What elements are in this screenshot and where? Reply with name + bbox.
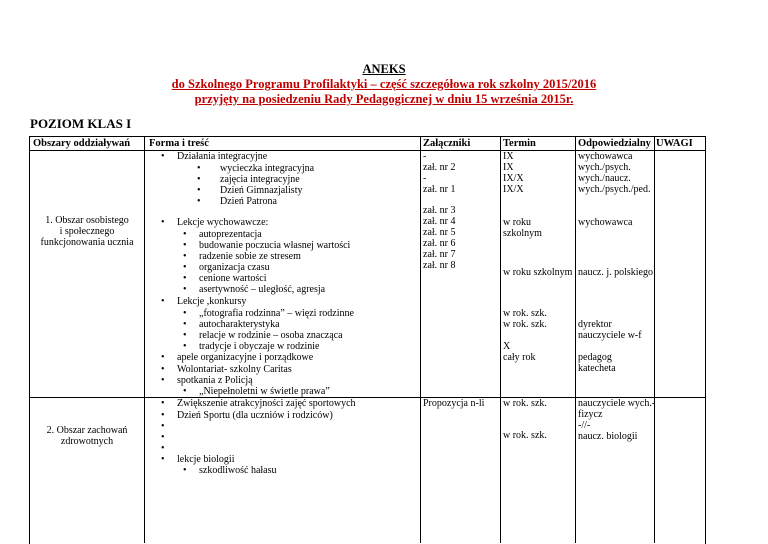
list-item: „Niepełnoletni w świetle prawa”: [199, 386, 330, 397]
attachment-ref: Propozycja n-li: [423, 398, 485, 409]
bullet-icon: •: [161, 443, 165, 454]
area-2-label: 2. Obszar zachowań: [46, 425, 128, 436]
attachment-ref: zał. nr 5: [423, 227, 456, 238]
list-item: „fotografia rodzinna” – więzi rodzinne: [199, 308, 354, 319]
list-item: Dzień Sportu (dla uczniów i rodziców): [177, 410, 333, 421]
bullet-icon: •: [183, 386, 187, 397]
list-item: apele organizacyjne i porządkowe: [177, 352, 314, 363]
list-item: wycieczka integracyjna: [220, 163, 315, 174]
responsible-value: wych./naucz.: [578, 173, 631, 184]
term-value: IX/X: [503, 184, 524, 195]
term-value: w rok. szk.: [503, 430, 547, 441]
term-value: w rok. szk.: [503, 308, 547, 319]
bullet-icon: •: [183, 330, 187, 341]
list-item: radzenie sobie ze stresem: [199, 251, 301, 262]
col-header-forma: Forma i treść: [149, 138, 209, 149]
responsible-value: wych./psych./ped.: [578, 184, 651, 195]
list-item: tradycje i obyczaje w rodzinie: [199, 341, 320, 352]
list-item: lekcje biologii: [177, 454, 235, 465]
annex-title: ANEKS: [362, 62, 406, 76]
attachment-ref: -: [423, 151, 427, 162]
bullet-icon: •: [161, 454, 165, 465]
col-divider: [575, 136, 576, 543]
bullet-icon: •: [183, 308, 187, 319]
bullet-icon: •: [197, 174, 201, 185]
term-value: w rok. szk.: [503, 319, 547, 330]
list-item: relacje w rodzinie – osoba znacząca: [199, 330, 343, 341]
bullet-icon: •: [183, 465, 187, 476]
bullet-icon: •: [161, 432, 165, 443]
responsible-value: dyrektor: [578, 319, 612, 330]
list-item: Lekcje ,konkursy: [177, 296, 247, 307]
bullet-icon: •: [197, 163, 201, 174]
bullet-icon: •: [183, 240, 187, 251]
term-value: X: [503, 341, 511, 352]
bullet-icon: •: [161, 296, 165, 307]
bullet-icon: •: [161, 421, 165, 432]
bullet-icon: •: [183, 341, 187, 352]
list-item: szkodliwość hałasu: [199, 465, 277, 476]
bullet-icon: •: [161, 352, 165, 363]
col-header-zalaczniki: Załączniki: [423, 138, 471, 149]
responsible-value: wych./psych.: [578, 162, 631, 173]
responsible-value: wychowawca: [578, 217, 633, 228]
list-item: budowanie poczucia własnej wartości: [199, 240, 351, 251]
attachment-ref: zał. nr 6: [423, 238, 456, 249]
attachment-ref: zał. nr 8: [423, 260, 456, 271]
list-item: Działania integracyjne: [177, 151, 268, 162]
term-value: w rok. szk.: [503, 398, 547, 409]
list-item: Wolontariat- szkolny Caritas: [177, 364, 292, 375]
col-header-uwagi: UWAGI: [656, 138, 693, 149]
list-item: Dzień Patrona: [220, 196, 277, 207]
area-2-label: zdrowotnych: [60, 436, 114, 447]
responsible-value: katecheta: [578, 363, 616, 374]
bullet-icon: •: [197, 196, 201, 207]
bullet-icon: •: [161, 375, 165, 386]
col-header-termin: Termin: [503, 138, 536, 149]
responsible-value: naucz. biologii: [578, 431, 638, 442]
list-item: cenione wartości: [199, 273, 267, 284]
attachment-ref: zał. nr 4: [423, 216, 456, 227]
term-value: IX: [503, 151, 514, 162]
bullet-icon: •: [183, 229, 187, 240]
bullet-icon: •: [183, 319, 187, 330]
bullet-icon: •: [161, 217, 165, 228]
col-header-odpowiedzialny: Odpowiedzialny: [578, 138, 651, 149]
bullet-icon: •: [161, 410, 165, 421]
col-header-obszary: Obszary oddziaływań: [33, 138, 131, 149]
term-value: cały rok: [503, 352, 536, 363]
responsible-value: wychowawca: [578, 151, 633, 162]
col-divider: [500, 136, 501, 543]
list-item: Lekcje wychowawcze:: [177, 217, 269, 228]
bullet-icon: •: [183, 262, 187, 273]
responsible-value: -//-: [578, 420, 591, 431]
list-item: zajęcia integracyjne: [220, 174, 300, 185]
bullet-icon: •: [161, 364, 165, 375]
list-item: organizacja czasu: [199, 262, 270, 273]
list-item: asertywność – uległość, agresja: [199, 284, 326, 295]
term-value: w roku: [503, 217, 532, 228]
bullet-icon: •: [197, 185, 201, 196]
bullet-icon: •: [161, 398, 165, 409]
responsible-value: fizycz: [578, 409, 603, 420]
term-value: IX/X: [503, 173, 524, 184]
bullet-icon: •: [183, 284, 187, 295]
area-1-label: i społecznego: [59, 226, 115, 237]
col-divider: [420, 136, 421, 543]
bullet-icon: •: [183, 251, 187, 262]
attachment-ref: -: [423, 173, 427, 184]
attachment-ref: zał. nr 7: [423, 249, 456, 260]
col-divider: [654, 136, 655, 543]
list-item: Dzień Gimnazjalisty: [220, 185, 303, 196]
list-item: autoprezentacja: [199, 229, 262, 240]
responsible-value: nauczyciele w-f: [578, 330, 642, 341]
responsible-value: naucz. j. polskiego: [578, 267, 653, 278]
area-1-label: 1. Obszar osobistego: [45, 215, 129, 226]
level-title: POZIOM KLAS I: [30, 116, 132, 131]
attachment-ref: zał. nr 1: [423, 184, 456, 195]
area-1-label: funkcjonowania ucznia: [40, 237, 134, 248]
attachment-ref: zał. nr 2: [423, 162, 456, 173]
responsible-value: nauczyciele wych.-: [578, 398, 656, 409]
annex-adoption-note: przyjęty na posiedzeniu Rady Pedagogicznej w dniu 15 września 2015r.: [194, 92, 574, 106]
col-divider: [144, 136, 145, 543]
bullet-icon: •: [161, 151, 165, 162]
bullet-icon: •: [183, 273, 187, 284]
term-value: w roku szkolnym: [503, 267, 573, 278]
responsible-value: pedagog: [578, 352, 612, 363]
term-value: IX: [503, 162, 514, 173]
list-item: autocharakterystyka: [199, 319, 280, 330]
attachment-ref: zał. nr 3: [423, 205, 456, 216]
annex-subtitle: do Szkolnego Programu Profilaktyki – część szczegółowa rok szkolny 2015/2016: [171, 77, 597, 91]
term-value: szkolnym: [503, 228, 542, 239]
list-item: spotkania z Policją: [177, 375, 253, 386]
list-item: Zwiększenie atrakcyjności zajęć sportowych: [177, 398, 356, 409]
